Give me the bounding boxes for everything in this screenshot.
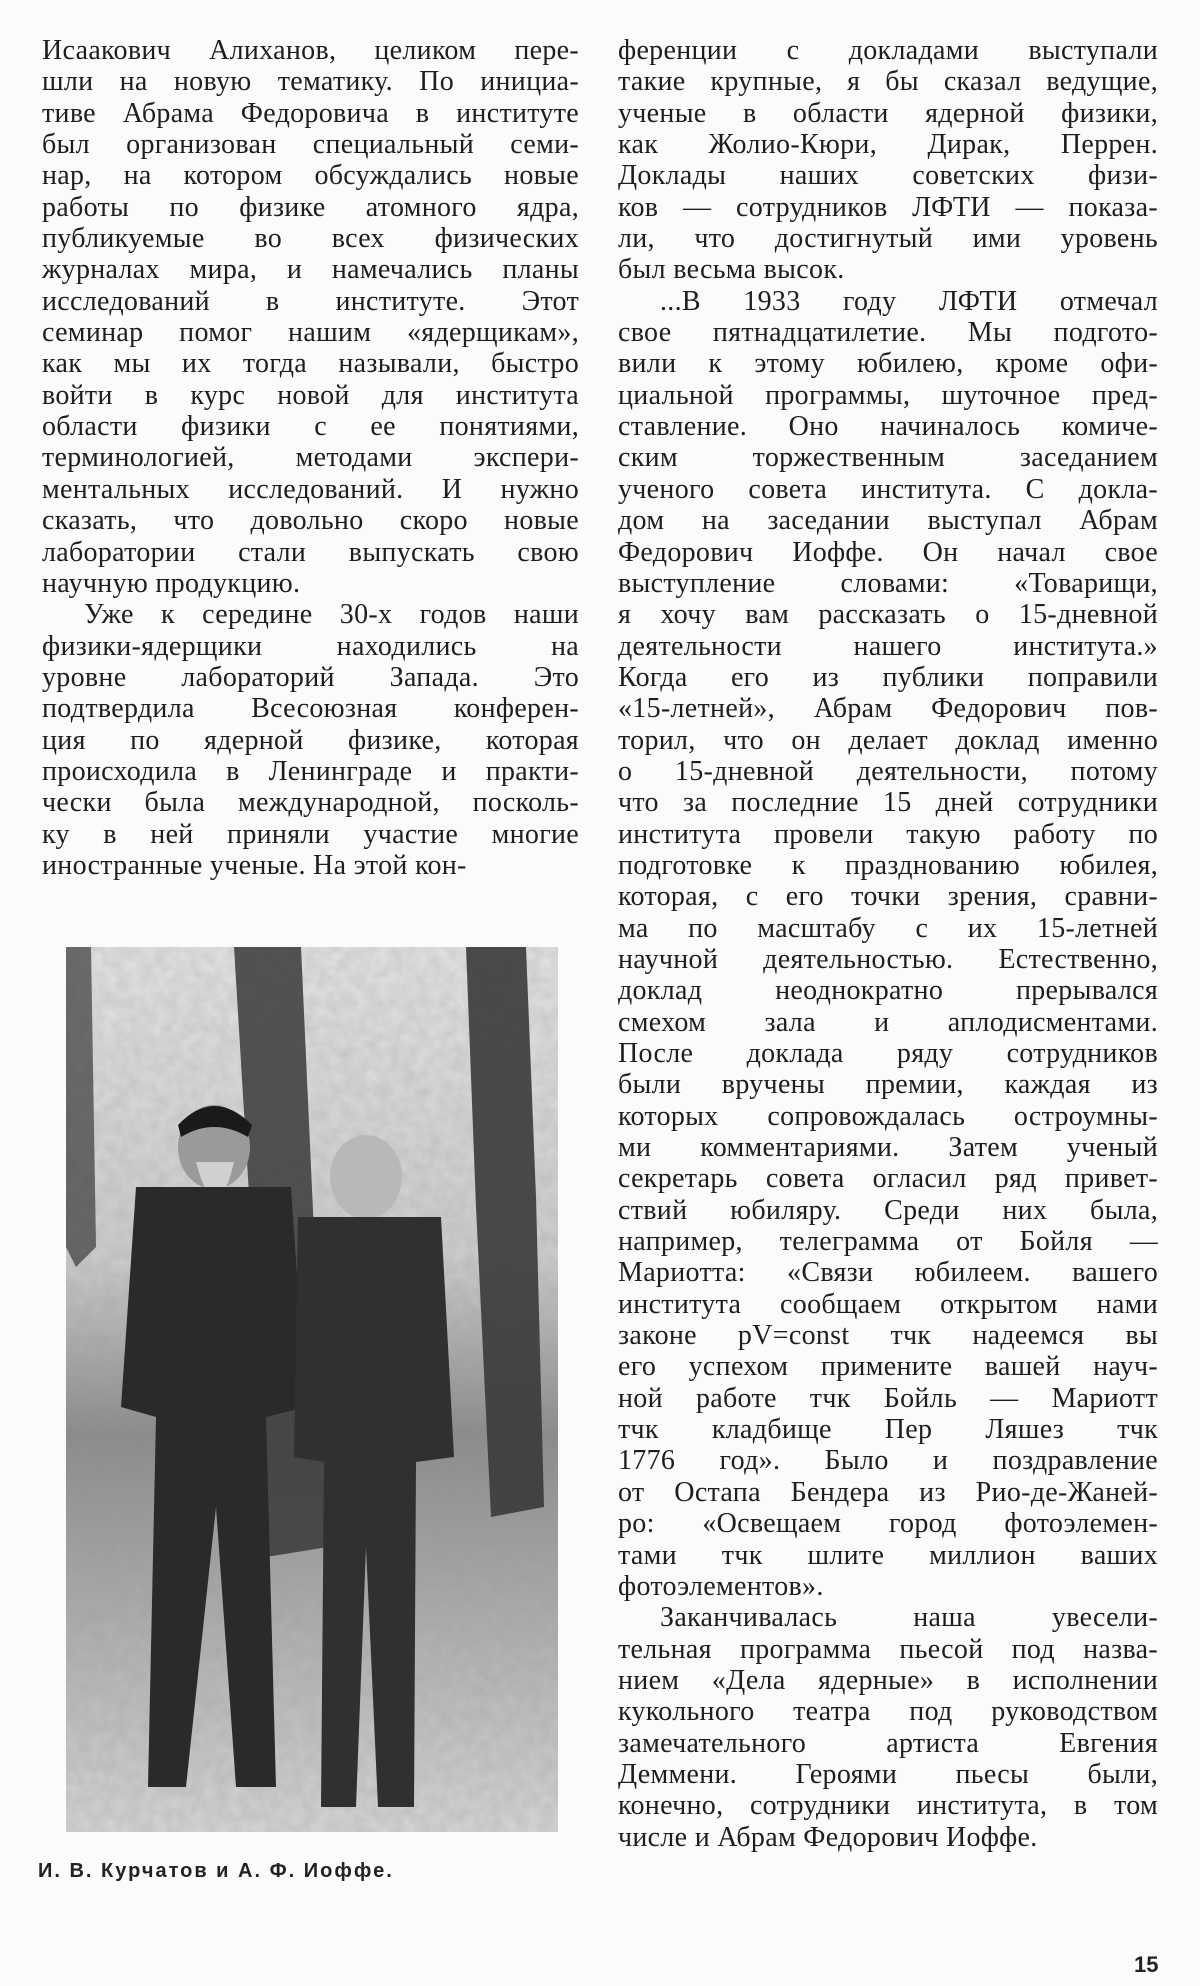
text-line: ученого совета института. С докла- bbox=[618, 473, 1158, 505]
text-line: ...В 1933 году ЛФТИ отмечал bbox=[660, 285, 1158, 317]
text-line: конечно, сотрудники института, в том bbox=[618, 1790, 1158, 1822]
text-line: что за последние 15 дней сотрудники bbox=[618, 787, 1158, 819]
text-line: я хочу вам рассказать о 15-дневной bbox=[618, 599, 1158, 631]
text-line: как Жолио-Кюри, Дирак, Перрен. bbox=[618, 129, 1158, 161]
text-line: иностранные ученые. На этой кон- bbox=[42, 849, 467, 881]
text-line: ученые в области ядерной физики, bbox=[618, 97, 1158, 129]
text-line: от Остапа Бендера из Рио-де-Жаней- bbox=[618, 1476, 1158, 1508]
text-line: происходила в Ленинграде и практи- bbox=[42, 755, 579, 787]
text-line: ференции с докладами выступали bbox=[618, 35, 1158, 66]
text-line: например, телеграмма от Бойля — bbox=[618, 1226, 1158, 1258]
text-line: секретарь совета огласил ряд привет- bbox=[618, 1163, 1158, 1195]
text-line: физики-ядерщики находились на bbox=[42, 630, 579, 662]
text-line: ция по ядерной физике, которая bbox=[42, 724, 579, 756]
text-line: области физики с ее понятиями, bbox=[42, 411, 579, 443]
text-line: ли, что достигнутый ими уровень bbox=[618, 223, 1158, 255]
text-line: был весьма высок. bbox=[618, 254, 845, 286]
text-line: торил, что он делает доклад именно bbox=[618, 724, 1158, 756]
text-line: нием «Дела ядерные» в исполнении bbox=[618, 1664, 1158, 1696]
text-line: Исаакович Алиханов, целиком пере- bbox=[42, 35, 579, 66]
text-line: подтвердила Всесоюзная конферен- bbox=[42, 693, 579, 725]
text-line: ной работе тчк Бойль — Мариотт bbox=[618, 1382, 1158, 1414]
text-line: его успехом примените вашей науч- bbox=[618, 1351, 1158, 1383]
text-line: работы по физике атомного ядра, bbox=[42, 191, 579, 223]
photo-caption: И. В. Курчатов и А. Ф. Иоффе. bbox=[38, 1860, 394, 1882]
text-line: Когда его из публики поправили bbox=[618, 661, 1158, 693]
text-line: подготовке к празднованию юбилея, bbox=[618, 849, 1158, 881]
text-line: Деммени. Героями пьесы были, bbox=[618, 1758, 1158, 1790]
text-line: шли на новую тематику. По инициа- bbox=[42, 66, 579, 98]
text-line: о 15-дневной деятельности, потому bbox=[618, 755, 1158, 787]
text-line: Доклады наших советских физи- bbox=[618, 160, 1158, 192]
text-line: исследований в институте. Этот bbox=[42, 285, 579, 317]
text-line: кукольного театра под руководством bbox=[618, 1696, 1158, 1728]
text-line: ставление. Оно начиналось комиче- bbox=[618, 411, 1158, 443]
text-line: публикуемые во всех физических bbox=[42, 223, 579, 255]
text-line: был организован специальный семи- bbox=[42, 129, 579, 161]
text-line: доклад неоднократно прерывался bbox=[618, 975, 1158, 1007]
text-line: ментальных исследований. И нужно bbox=[42, 473, 579, 505]
text-line: чески была международной, посколь- bbox=[42, 787, 579, 819]
text-line: уровне лабораторий Запада. Это bbox=[42, 661, 579, 693]
text-line: свое пятнадцатилетие. Мы подгото- bbox=[618, 317, 1158, 349]
text-line: циальной программы, шуточное пред- bbox=[618, 379, 1158, 411]
text-line: сказать, что довольно скоро новые bbox=[42, 505, 579, 537]
text-line: тами тчк шлите миллион ваших bbox=[618, 1539, 1158, 1571]
text-line: «15-летней», Абрам Федорович пов- bbox=[618, 693, 1158, 725]
text-line: ми комментариями. Затем ученый bbox=[618, 1132, 1158, 1164]
text-line: законе pV=const тчк надеемся вы bbox=[618, 1320, 1158, 1352]
text-line: замечательного артиста Евгения bbox=[618, 1727, 1158, 1759]
text-line: ма по масштабу с их 15-летней bbox=[618, 912, 1158, 944]
text-line: числе и Абрам Федорович Иоффе. bbox=[618, 1821, 1038, 1853]
text-line: 1776 год». Было и поздравление bbox=[618, 1445, 1158, 1477]
text-line: института провели такую работу по bbox=[618, 818, 1158, 850]
text-column-left bbox=[42, 35, 579, 881]
text-line: тельная программа пьесой под назва- bbox=[618, 1633, 1158, 1665]
text-line: научной деятельностью. Естественно, bbox=[618, 943, 1158, 975]
text-line: Заканчивалась наша увесели- bbox=[660, 1602, 1158, 1634]
page-number: 15 bbox=[1134, 1952, 1159, 1977]
text-line: дом на заседании выступал Абрам bbox=[618, 505, 1158, 537]
text-column-right bbox=[618, 35, 1158, 1853]
text-line: фотоэлементов». bbox=[618, 1570, 824, 1602]
text-line: После доклада ряду сотрудников bbox=[618, 1038, 1158, 1069]
text-line: семинар помог нашим «ядерщикам», bbox=[42, 317, 579, 349]
text-line: научную продукцию. bbox=[42, 567, 301, 599]
text-line: ков — сотрудников ЛФТИ — показа- bbox=[618, 191, 1158, 223]
text-line: которая, с его точки зрения, сравни- bbox=[618, 881, 1158, 913]
text-line: ку в ней приняли участие многие bbox=[42, 818, 579, 850]
text-line: тчк кладбище Пер Ляшез тчк bbox=[618, 1414, 1158, 1446]
text-line: деятельности нашего института.» bbox=[618, 630, 1158, 662]
text-line: ствий юбиляру. Среди них была, bbox=[618, 1194, 1158, 1226]
text-line: лаборатории стали выпускать свою bbox=[42, 536, 579, 568]
text-line: журналах мира, и намечались планы bbox=[42, 254, 579, 286]
text-line: были вручены премии, каждая из bbox=[618, 1069, 1158, 1101]
text-line: как мы их тогда называли, быстро bbox=[42, 348, 579, 380]
text-line: ским торжественным заседанием bbox=[618, 442, 1158, 474]
text-line: войти в курс новой для института bbox=[42, 379, 579, 411]
text-line: выступление словами: «Товарищи, bbox=[618, 567, 1158, 599]
text-line: Мариотта: «Связи юбилеем. вашего bbox=[618, 1257, 1158, 1289]
text-line: такие крупные, я бы сказал ведущие, bbox=[618, 66, 1158, 98]
text-line: Уже к середине 30-х годов наши bbox=[84, 599, 579, 631]
text-line: Федорович Иоффе. Он начал свое bbox=[618, 536, 1158, 568]
text-line: тиве Абрама Федоровича в институте bbox=[42, 97, 579, 129]
text-line: нар, на котором обсуждались новые bbox=[42, 160, 579, 192]
text-line: ро: «Освещаем город фотоэлемен- bbox=[618, 1508, 1158, 1540]
photo-kurchatov-ioffe bbox=[66, 947, 558, 1832]
text-line: терминологией, методами экспери- bbox=[42, 442, 579, 474]
text-line: вили к этому юбилею, кроме офи- bbox=[618, 348, 1158, 380]
text-line: института сообщаем открытом нами bbox=[618, 1288, 1158, 1320]
text-line: которых сопровождалась остроумны- bbox=[618, 1100, 1158, 1132]
text-line: смехом зала и аплодисментами. bbox=[618, 1006, 1158, 1038]
